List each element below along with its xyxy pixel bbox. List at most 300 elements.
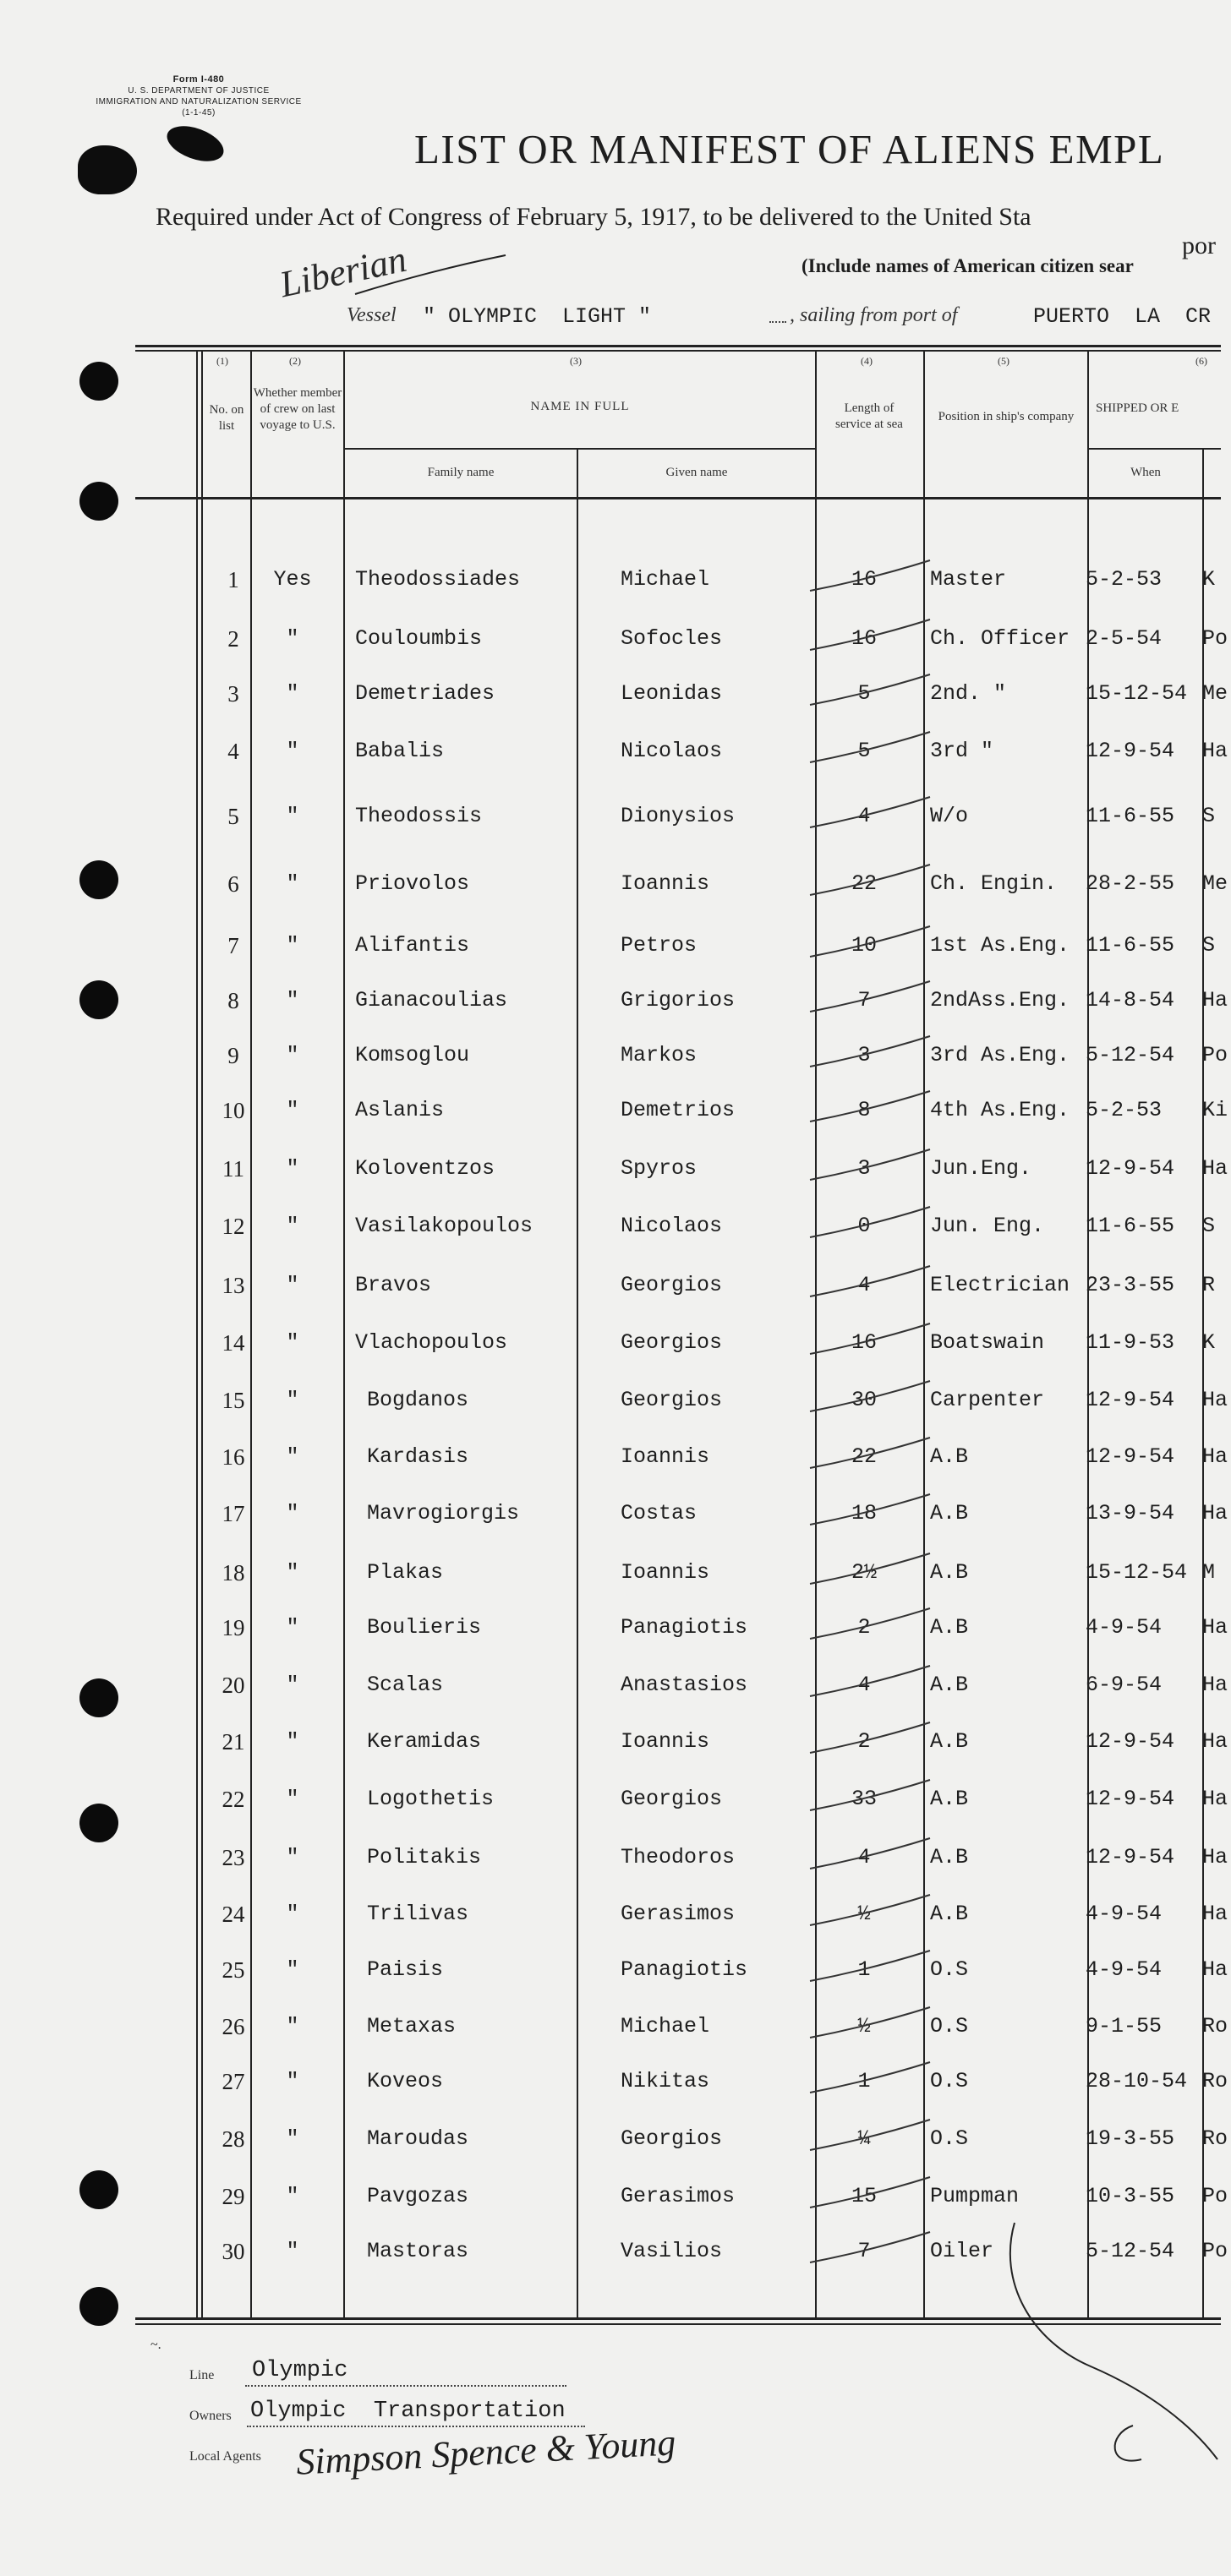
family-name: Pavgozas — [367, 2184, 469, 2208]
row-number: 24 — [222, 1902, 245, 1927]
given-name: Petros — [621, 933, 698, 958]
check-stroke — [795, 2170, 947, 2221]
given-name: Costas — [621, 1501, 698, 1525]
shipped-when: 4-9-54 — [1086, 1615, 1163, 1640]
shipped-when: 11-6-55 — [1086, 1214, 1175, 1238]
shipped-when: 5-12-54 — [1086, 1043, 1175, 1067]
position: 1st As.Eng. — [930, 933, 1070, 958]
family-name: Couloumbis — [355, 626, 483, 651]
family-name: Theodossis — [355, 804, 483, 828]
crew-member-flag: " — [286, 1673, 299, 1697]
shipped-when: 12-9-54 — [1086, 1156, 1175, 1181]
shipped-when: 11-6-55 — [1086, 804, 1175, 828]
family-name: Paisis — [367, 1957, 444, 1982]
vessel-label: Vessel — [347, 304, 397, 326]
given-name: Georgios — [621, 1787, 723, 1811]
shipped-where: Ha — [1202, 1501, 1228, 1525]
family-name: Kardasis — [367, 1444, 469, 1469]
row-number: 11 — [222, 1156, 244, 1182]
vessel-name: " OLYMPIC LIGHT " — [423, 304, 652, 329]
shipped-where: S — [1202, 1214, 1216, 1238]
family-name: Koloventzos — [355, 1156, 495, 1181]
row-number: 5 — [227, 804, 239, 829]
service-length: 1 — [857, 2069, 871, 2093]
position: Master — [930, 567, 1007, 592]
check-stroke — [795, 1317, 947, 1367]
crew-member-flag: " — [286, 1388, 299, 1412]
service-length: 1 — [857, 1957, 871, 1982]
table-row — [0, 2179, 1228, 2213]
header-when: When — [1130, 466, 1161, 479]
family-name: Demetriades — [355, 681, 495, 706]
row-number: 14 — [222, 1330, 245, 1356]
shipped-when: 5-2-53 — [1086, 567, 1163, 592]
given-name: Leonidas — [621, 681, 723, 706]
service-length: 3 — [857, 1043, 871, 1067]
row-number: 6 — [227, 871, 239, 897]
shipped-when: 13-9-54 — [1086, 1501, 1175, 1525]
table-row — [0, 1038, 1228, 1072]
ink-blot — [78, 145, 137, 194]
position: A.B — [930, 1444, 969, 1469]
shipped-when: 12-9-54 — [1086, 739, 1175, 763]
row-number: 15 — [222, 1388, 245, 1413]
ink-blot — [162, 119, 228, 168]
table-row — [0, 1093, 1228, 1127]
crew-member-flag: " — [286, 1330, 299, 1355]
family-name: Scalas — [367, 1673, 444, 1697]
given-name: Sofocles — [621, 626, 723, 651]
family-name: Logothetis — [367, 1787, 495, 1811]
given-name: Spyros — [621, 1156, 698, 1181]
given-name: Ioannis — [621, 1560, 710, 1585]
given-name: Gerasimos — [621, 1902, 736, 1926]
position: Boatswain — [930, 1330, 1045, 1355]
table-row — [0, 1325, 1221, 1359]
position: 3rd " — [930, 739, 994, 763]
shipped-where: Ha — [1202, 1156, 1228, 1181]
shipped-when: 12-9-54 — [1086, 1444, 1175, 1469]
position: A.B — [930, 1902, 969, 1926]
shipped-when: 12-9-54 — [1086, 1388, 1175, 1412]
service-length: 18 — [851, 1501, 877, 1525]
table-row — [0, 928, 1221, 962]
table-top-border-inner — [135, 350, 1221, 352]
shipped-when: 23-3-55 — [1086, 1273, 1175, 1297]
row-number: 29 — [222, 2184, 245, 2209]
service-length: 22 — [851, 871, 877, 896]
check-stroke — [795, 1831, 947, 1882]
table-row — [0, 2009, 1228, 2043]
shipped-where: Ha — [1202, 1845, 1228, 1869]
shipped-where: Po — [1202, 2239, 1228, 2263]
shipped-where: Ro — [1202, 2126, 1228, 2151]
given-name: Nicolaos — [621, 739, 723, 763]
given-name: Georgios — [621, 1388, 723, 1412]
check-stroke — [795, 1773, 947, 1824]
table-row — [0, 1782, 1228, 1815]
given-name: Georgios — [621, 1273, 723, 1297]
crew-member-flag: " — [286, 2239, 299, 2263]
department-name: U. S. DEPARTMENT OF JUSTICE — [128, 86, 270, 96]
check-stroke — [795, 1143, 947, 1193]
shipped-where: Ro — [1202, 2069, 1228, 2093]
form-edition: (1-1-45) — [182, 108, 216, 117]
crew-member-flag: Yes — [273, 567, 312, 592]
family-name: Vasilakopoulos — [355, 1214, 533, 1238]
check-stroke — [795, 920, 947, 970]
page-subtitle: Required under Act of Congress of February 5, 1917, to be delivered to the United Sta — [156, 203, 1031, 231]
given-name: Grigorios — [621, 988, 736, 1012]
family-name: Theodossiades — [355, 567, 521, 592]
service-length: 5 — [857, 739, 871, 763]
shipped-where: Ro — [1202, 2014, 1228, 2038]
family-name: Mavrogiorgis — [367, 1501, 520, 1525]
crew-member-flag: " — [286, 804, 299, 828]
position: A.B — [930, 1845, 969, 1869]
check-stroke — [795, 1200, 947, 1251]
column-number: (4) — [861, 355, 873, 367]
position: Pumpman — [930, 2184, 1020, 2208]
position: Ch. Engin. — [930, 871, 1058, 896]
service-length: 16 — [851, 1330, 877, 1355]
given-name: Dionysios — [621, 804, 736, 828]
given-name: Michael — [621, 2014, 710, 2038]
crew-member-flag: " — [286, 1615, 299, 1640]
position: Ch. Officer — [930, 626, 1070, 651]
check-stroke — [795, 1888, 947, 1939]
shipped-when: 28-2-55 — [1086, 871, 1175, 896]
flag-handwritten: Liberian — [276, 237, 411, 306]
service-length: 8 — [857, 1098, 871, 1122]
check-stroke — [795, 858, 947, 909]
check-stroke — [795, 1431, 947, 1482]
position: A.B — [930, 1729, 969, 1754]
service-length: 3 — [857, 1156, 871, 1181]
table-row — [0, 2064, 1228, 2098]
crew-member-flag: " — [286, 1043, 299, 1067]
family-name: Plakas — [367, 1560, 444, 1585]
shipped-where: Ha — [1202, 1388, 1228, 1412]
service-length: 4 — [857, 1273, 871, 1297]
position: O.S — [930, 2014, 969, 2038]
shipped-when: 2-5-54 — [1086, 626, 1163, 651]
family-name: Alifantis — [355, 933, 470, 958]
shipped-where: Ha — [1202, 1444, 1228, 1469]
footer-tick: ~. — [150, 2338, 161, 2352]
name-subheader-line — [345, 448, 817, 450]
crew-member-flag: " — [286, 1214, 299, 1238]
shipped-when: 6-9-54 — [1086, 1673, 1163, 1697]
header-bottom-border — [135, 497, 1221, 499]
crew-member-flag: " — [286, 2126, 299, 2151]
table-row — [0, 1209, 1221, 1242]
row-number: 1 — [227, 567, 239, 592]
crew-member-flag: " — [286, 739, 299, 763]
family-name: Bravos — [355, 1273, 432, 1297]
crew-member-flag: " — [286, 2014, 299, 2038]
include-note: (Include names of American citizen sear — [802, 255, 1134, 276]
given-name: Georgios — [621, 2126, 723, 2151]
family-name: Maroudas — [367, 2126, 469, 2151]
shipped-when: 12-9-54 — [1086, 1845, 1175, 1869]
table-row — [0, 983, 1228, 1017]
check-stroke — [795, 725, 947, 776]
row-number: 23 — [222, 1845, 245, 1870]
check-stroke — [795, 1374, 947, 1425]
shipped-where: Ha — [1202, 1673, 1228, 1697]
position: A.B — [930, 1615, 969, 1640]
position: Carpenter — [930, 1388, 1045, 1412]
table-row — [0, 799, 1221, 832]
column-number: (3) — [570, 355, 582, 367]
family-name: Komsoglou — [355, 1043, 470, 1067]
shipped-when: 5-2-53 — [1086, 1098, 1163, 1122]
shipped-where: Ha — [1202, 739, 1228, 763]
column-number: (2) — [289, 355, 301, 367]
row-number: 25 — [222, 1957, 245, 1983]
table-row — [0, 734, 1228, 767]
position: 2nd. " — [930, 681, 1007, 706]
service-length: 7 — [857, 2239, 871, 2263]
family-name: Bogdanos — [367, 1388, 469, 1412]
crew-member-flag: " — [286, 1902, 299, 1926]
row-number: 27 — [222, 2069, 245, 2094]
service-length: 10 — [851, 933, 877, 958]
shipped-when: 11-6-55 — [1086, 933, 1175, 958]
check-stroke — [795, 790, 947, 841]
crew-member-flag: " — [286, 1156, 299, 1181]
check-stroke — [795, 1659, 947, 1710]
family-name: Mastoras — [367, 2239, 469, 2263]
given-name: Panagiotis — [621, 1957, 748, 1982]
shipped-when: 11-9-53 — [1086, 1330, 1175, 1355]
row-number: 28 — [222, 2126, 245, 2152]
table-row — [0, 1840, 1228, 1874]
table-row — [0, 562, 1221, 596]
crew-member-flag: " — [286, 2069, 299, 2093]
table-row — [0, 2121, 1228, 2155]
table-row — [0, 1610, 1228, 1644]
owners-dotted — [247, 2426, 585, 2427]
given-name: Nikitas — [621, 2069, 710, 2093]
check-stroke — [795, 2113, 947, 2164]
shipped-when: 19-3-55 — [1086, 2126, 1175, 2151]
family-name: Vlachopoulos — [355, 1330, 508, 1355]
header-shipped: SHIPPED OR E — [1096, 401, 1179, 415]
table-row — [0, 1952, 1228, 1986]
service-length: 4 — [857, 804, 871, 828]
service-length: 4 — [857, 1673, 871, 1697]
sailing-label: , sailing from port of — [790, 304, 958, 326]
table-row — [0, 1383, 1228, 1416]
table-row — [0, 1268, 1221, 1302]
service-length: 30 — [851, 1388, 877, 1412]
position: O.S — [930, 2069, 969, 2093]
check-stroke — [795, 2225, 947, 2276]
row-number: 17 — [222, 1501, 245, 1526]
form-number: Form I-480 — [172, 74, 225, 85]
shipped-where: M — [1202, 1560, 1216, 1585]
header-no-on-list: No. on list — [209, 403, 244, 433]
crew-member-flag: " — [286, 988, 299, 1012]
position: Jun.Eng. — [930, 1156, 1032, 1181]
agents-signature: Simpson Spence & Young — [295, 2421, 677, 2483]
position: A.B — [930, 1673, 969, 1697]
shipped-where: Ha — [1202, 1729, 1228, 1754]
row-number: 3 — [227, 681, 239, 707]
header-length-service: Length of service at sea — [835, 401, 903, 431]
shipped-where: Po — [1202, 2184, 1228, 2208]
line-dotted — [245, 2385, 566, 2387]
service-length: 2 — [857, 1729, 871, 1754]
check-stroke — [795, 1259, 947, 1310]
column-number: (5) — [998, 355, 1009, 367]
family-name: Priovolos — [355, 871, 470, 896]
table-row — [0, 1496, 1228, 1530]
crew-member-flag: " — [286, 1098, 299, 1122]
check-stroke — [795, 1487, 947, 1538]
service-length: 22 — [851, 1444, 877, 1469]
given-name: Anastasios — [621, 1673, 748, 1697]
check-stroke — [795, 613, 947, 663]
check-stroke — [795, 1084, 947, 1135]
crew-member-flag: " — [286, 1729, 299, 1754]
crew-member-flag: " — [286, 1560, 299, 1585]
given-name: Markos — [621, 1043, 698, 1067]
family-name: Boulieris — [367, 1615, 482, 1640]
shipped-when: 15-12-54 — [1086, 681, 1188, 706]
shipped-where: K — [1202, 1330, 1216, 1355]
position: A.B — [930, 1560, 969, 1585]
family-name: Keramidas — [367, 1729, 482, 1754]
row-number: 4 — [227, 739, 239, 764]
service-length: ½ — [857, 2014, 871, 2038]
shipped-where: Me — [1202, 871, 1228, 896]
row-number: 16 — [222, 1444, 245, 1470]
check-stroke — [795, 1029, 947, 1080]
shipped-when: 5-12-54 — [1086, 2239, 1175, 2263]
form-id-block — [59, 74, 338, 118]
shipped-where: Ha — [1202, 1615, 1228, 1640]
row-number: 8 — [227, 988, 239, 1013]
check-stroke — [795, 974, 947, 1025]
crew-member-flag: " — [286, 2184, 299, 2208]
shipped-where: S — [1202, 804, 1216, 828]
service-length: 33 — [851, 1787, 877, 1811]
family-name: Gianacoulias — [355, 988, 508, 1012]
header-given-name: Given name — [665, 466, 728, 479]
position: Electrician — [930, 1273, 1070, 1297]
position: Oiler — [930, 2239, 994, 2263]
check-stroke — [795, 1944, 947, 1995]
given-name: Vasilios — [621, 2239, 723, 2263]
service-length: 5 — [857, 681, 871, 706]
shipped-when: 12-9-54 — [1086, 1787, 1175, 1811]
row-number: 22 — [222, 1787, 245, 1812]
row-number: 20 — [222, 1673, 245, 1698]
service-length: 4 — [857, 1845, 871, 1869]
shipped-where: Ha — [1202, 1787, 1228, 1811]
given-name: Gerasimos — [621, 2184, 736, 2208]
shipped-when: 14-8-54 — [1086, 988, 1175, 1012]
crew-member-flag: " — [286, 681, 299, 706]
header-position: Position in ship's company — [938, 410, 1075, 423]
position: 4th As.Eng. — [930, 1098, 1070, 1122]
owners-value: Olympic Transportation — [250, 2399, 566, 2424]
given-name: Panagiotis — [621, 1615, 748, 1640]
service-length: 15 — [851, 2184, 877, 2208]
given-name: Nicolaos — [621, 1214, 723, 1238]
given-name: Georgios — [621, 1330, 723, 1355]
position: O.S — [930, 2126, 969, 2151]
master-signature-stroke — [964, 2214, 1221, 2468]
shipped-when: 12-9-54 — [1086, 1729, 1175, 1754]
shipped-where: Ha — [1202, 988, 1228, 1012]
line-value: Olympic — [252, 2358, 348, 2383]
row-number: 13 — [222, 1273, 245, 1298]
crew-member-flag: " — [286, 1787, 299, 1811]
check-stroke — [795, 1602, 947, 1652]
row-number: 12 — [222, 1214, 245, 1239]
row-number: 21 — [222, 1729, 245, 1755]
shipped-where: Po — [1202, 1043, 1228, 1067]
given-name: Ioannis — [621, 871, 710, 896]
punch-hole — [79, 482, 118, 521]
page-title: LIST OR MANIFEST OF ALIENS EMPL — [414, 126, 1165, 172]
shipped-where: S — [1202, 933, 1216, 958]
table-row — [0, 1667, 1228, 1701]
row-number: 2 — [227, 626, 239, 652]
flag-underline — [355, 254, 507, 296]
position: 3rd As.Eng. — [930, 1043, 1070, 1067]
shipped-where: Po — [1202, 626, 1228, 651]
family-name: Politakis — [367, 1845, 482, 1869]
line-label: Line — [189, 2368, 215, 2382]
family-name: Koveos — [367, 2069, 444, 2093]
row-number: 18 — [222, 1560, 245, 1585]
header-whether-member: Whether member of crew on last voyage to U.S. — [253, 386, 342, 432]
punch-hole — [79, 362, 118, 401]
crew-member-flag: " — [286, 1444, 299, 1469]
table-row — [0, 1897, 1228, 1930]
shipped-where: K — [1202, 567, 1216, 592]
punch-hole — [79, 2287, 118, 2326]
shipped-where: Me — [1202, 681, 1228, 706]
family-name: Aslanis — [355, 1098, 445, 1122]
table-row — [0, 866, 1228, 900]
owners-label: Owners — [189, 2409, 232, 2423]
given-name: Michael — [621, 567, 710, 592]
table-row — [0, 621, 1228, 655]
crew-member-flag: " — [286, 1501, 299, 1525]
shipped-where: R — [1202, 1273, 1216, 1297]
service-length: 0 — [857, 1214, 871, 1238]
crew-member-flag: " — [286, 933, 299, 958]
table-row — [0, 1724, 1228, 1758]
service-length: ¼ — [857, 2126, 871, 2151]
check-stroke — [795, 668, 947, 718]
crew-member-flag: " — [286, 626, 299, 651]
row-number: 30 — [222, 2239, 245, 2264]
row-number: 10 — [222, 1098, 245, 1123]
position: A.B — [930, 1501, 969, 1525]
column-number: (1) — [216, 355, 228, 367]
table-top-border — [135, 345, 1221, 347]
table-row — [0, 1151, 1228, 1185]
shipped-when: 4-9-54 — [1086, 1902, 1163, 1926]
service-length: 16 — [851, 626, 877, 651]
